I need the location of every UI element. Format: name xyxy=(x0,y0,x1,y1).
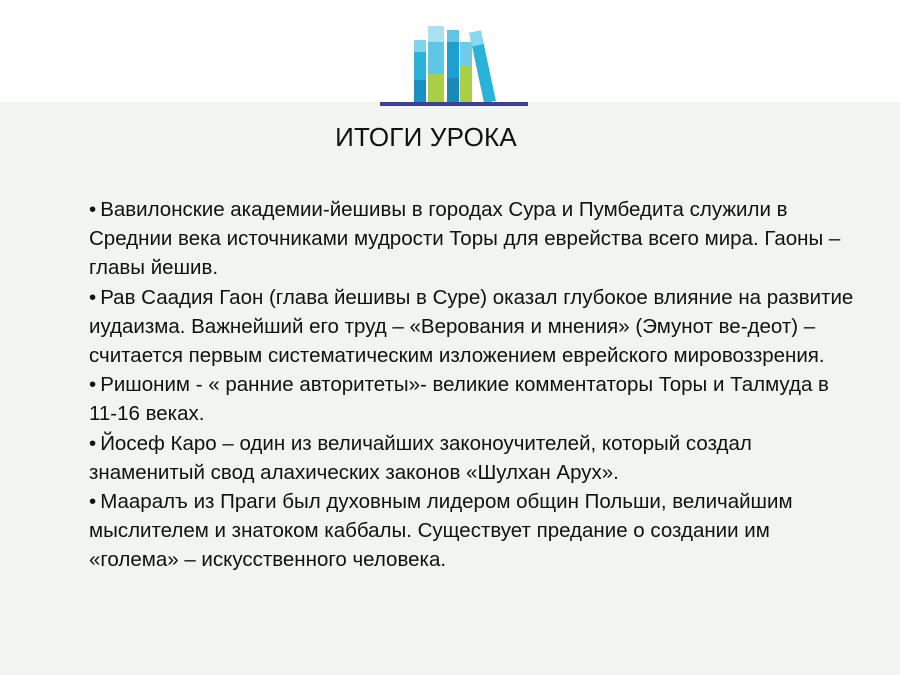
list-item-text: Мааралъ из Праги был духовным лидером общин Польши, величайшим мыслителем и знатоком каббалы. Существует предание о создании им «голема» – искусственного человека. xyxy=(89,490,793,572)
list-item-text: Вавилонские академии-йешивы в городах Сура и Пумбедита служили в Среднии века источниками мудрости Торы для еврейства всего мира. Гаоны – главы йешив. xyxy=(89,198,841,280)
bullet-icon: • xyxy=(89,373,97,397)
list-item-text: Рав Саадия Гаон (глава йешивы в Суре) оказал глубокое влияние на развитие иудаизма. Важнейший его труд – «Верования и мнения» (Эмунот ве-деот) –считается первым систематическим изложением еврейского мировоззрения. xyxy=(89,285,854,368)
slide-title: ИТОГИ УРОКА xyxy=(335,122,517,152)
list-item xyxy=(89,429,859,487)
list-item-text: Ришоним - « ранние авторитеты»- великие комментаторы Торы и Талмуда в 11-16 веках. xyxy=(89,373,829,426)
list-item-text: Йосеф Каро – один из величайших законоучителей, который создал знаменитый свод алахических законов «Шулхан Арух». xyxy=(89,431,752,484)
bullet-icon: • xyxy=(89,285,97,309)
list-item xyxy=(89,487,859,575)
list-item xyxy=(89,283,859,371)
list-item xyxy=(89,195,859,283)
bullet-icon: • xyxy=(89,198,97,221)
books-icon xyxy=(380,22,530,108)
bullet-icon: • xyxy=(89,490,97,514)
list-item xyxy=(89,370,859,428)
bullet-icon: • xyxy=(89,431,97,455)
summary-list xyxy=(89,195,859,575)
